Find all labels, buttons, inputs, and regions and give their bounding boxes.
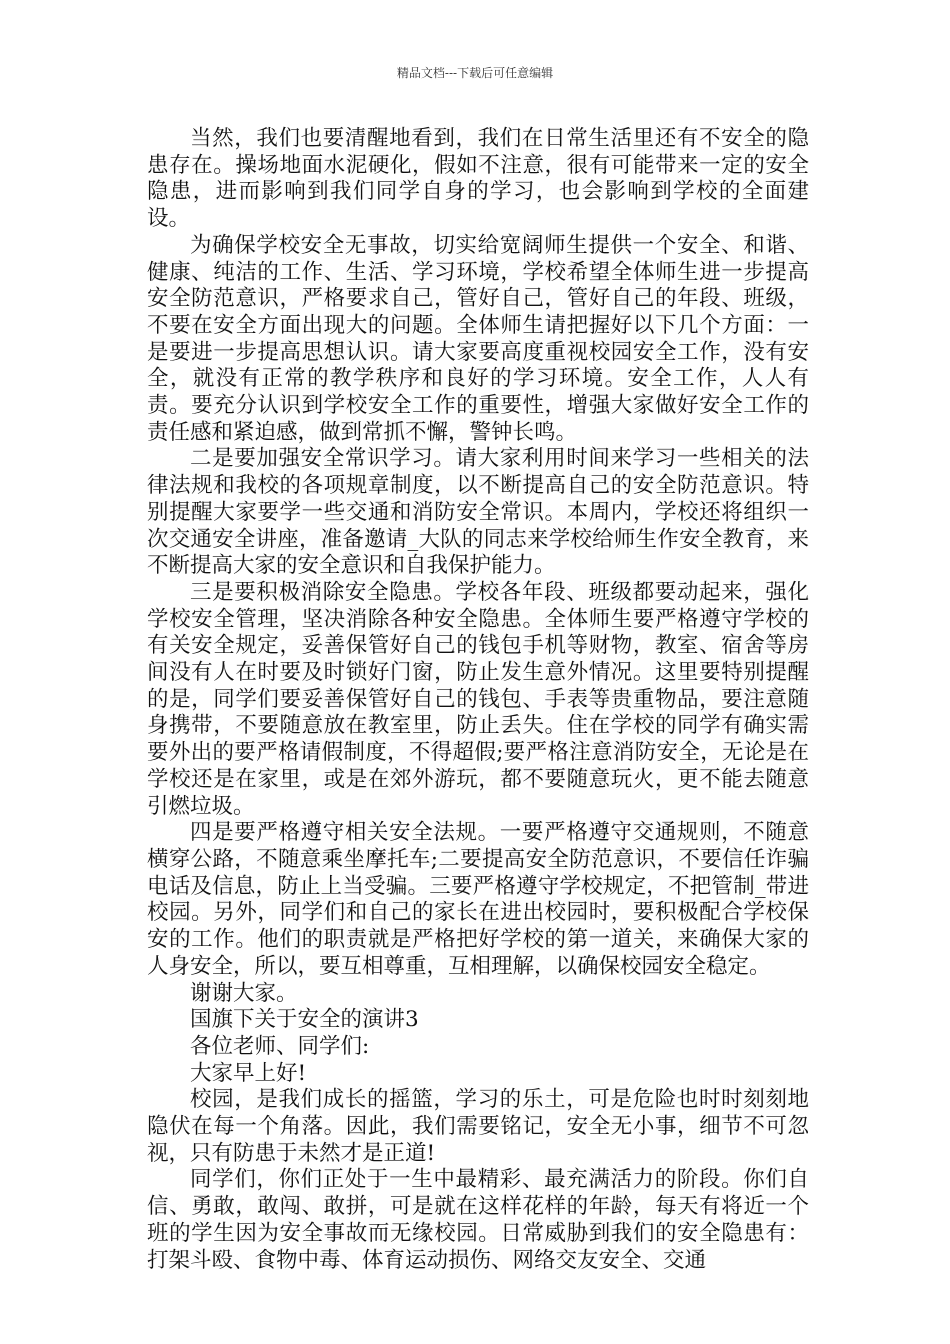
paragraph: 为确保学校安全无事故，切实给宽阔师生提供一个安全、和谐、健康、纯洁的工作、生活、学习环境，学校希望全体师生进一步提高安全防范意识，严格要求自己，管好自己，管好自己的年段、班级，不要在安全方面出现大的问题。全体师生请把握好以下几个方面：一是要进一步提高思想认识。请大家要高度重视校园安全工作，没有安全，就没有正常的教学秩序和良好的学习环境。安全工作，人人有责。要充分认识到学校安全工作的重要性，增强大家做好安全工作的责任感和紧迫感，做到常抓不懈，警钟长鸣。 (147, 232, 809, 445)
speech-title: 国旗下关于安全的演讲3 (190, 1007, 419, 1033)
salutation: 各位老师、同学们: (190, 1033, 370, 1059)
paragraph: 当然，我们也要清醒地看到，我们在日常生活里还有不安全的隐患存在。操场地面水泥硬化，假如不注意，很有可能带来一定的安全隐患，进而影响到我们同学自身的学习，也会影响到学校的全面建设。 (147, 126, 809, 232)
page-header: 精品文档---下载后可任意编辑 (396, 66, 554, 80)
paragraph: 同学们，你们正处于一生中最精彩、最充满活力的阶段。你们自信、勇敢，敢闯、敢拼，可是就在这样花样的年龄，每天有将近一个班的学生因为安全事故而无缘校园。日常威胁到我们的安全隐患有：打架斗殴、食物中毒、体育运动损伤、网络交友安全、交通 (147, 1167, 809, 1273)
closing-line: 谢谢大家。 (190, 980, 298, 1006)
paragraph: 三是要积极消除安全隐患。学校各年段、班级都要动起来，强化学校安全管理，坚决消除各种安全隐患。全体师生要严格遵守学校的有关安全规定，妥善保管好自己的钱包手机等财物，教室、宿舍等房间没有人在时要及时锁好门窗，防止发生意外情况。这里要特别提醒的是，同学们要妥善保管好自己的钱包、手表等贵重物品，要注意随身携带，不要随意放在教室里，防止丢失。住在学校的同学有确实需要外出的要严格请假制度，不得超假;要严格注意消防安全，无论是在学校还是在家里，或是在郊外游玩，都不要随意玩火，更不能去随意引燃垃圾。 (147, 579, 809, 819)
paragraph: 校园，是我们成长的摇篮，学习的乐土，可是危险也时时刻刻地隐伏在每一个角落。因此，我们需要铭记，安全无小事，细节不可忽视，只有防患于未然才是正道! (147, 1087, 809, 1166)
greeting: 大家早上好! (190, 1060, 307, 1086)
document-body (147, 126, 809, 1274)
paragraph: 四是要严格遵守相关安全法规。一要严格遵守交通规则，不随意横穿公路，不随意乘坐摩托车;二要提高安全防范意识，不要信任诈骗电话及信息，防止上当受骗。三要严格遵守学校规定，不把管制_带进校园。另外，同学们和自己的家长在进出校园时，要积极配合学校保安的工作。他们的职责就是严格把好学校的第一道关，来确保大家的人身安全，所以，要互相尊重，互相理解，以确保校园安全稳定。 (147, 820, 809, 979)
paragraph: 二是要加强安全常识学习。请大家利用时间来学习一些相关的法律法规和我校的各项规章制度，以不断提高自己的安全防范意识。特别提醒大家要学一些交通和消防安全常识。本周内，学校还将组织一次交通安全讲座，准备邀请_大队的同志来学校给师生作安全教育，来不断提高大家的安全意识和自我保护能力。 (147, 446, 809, 579)
